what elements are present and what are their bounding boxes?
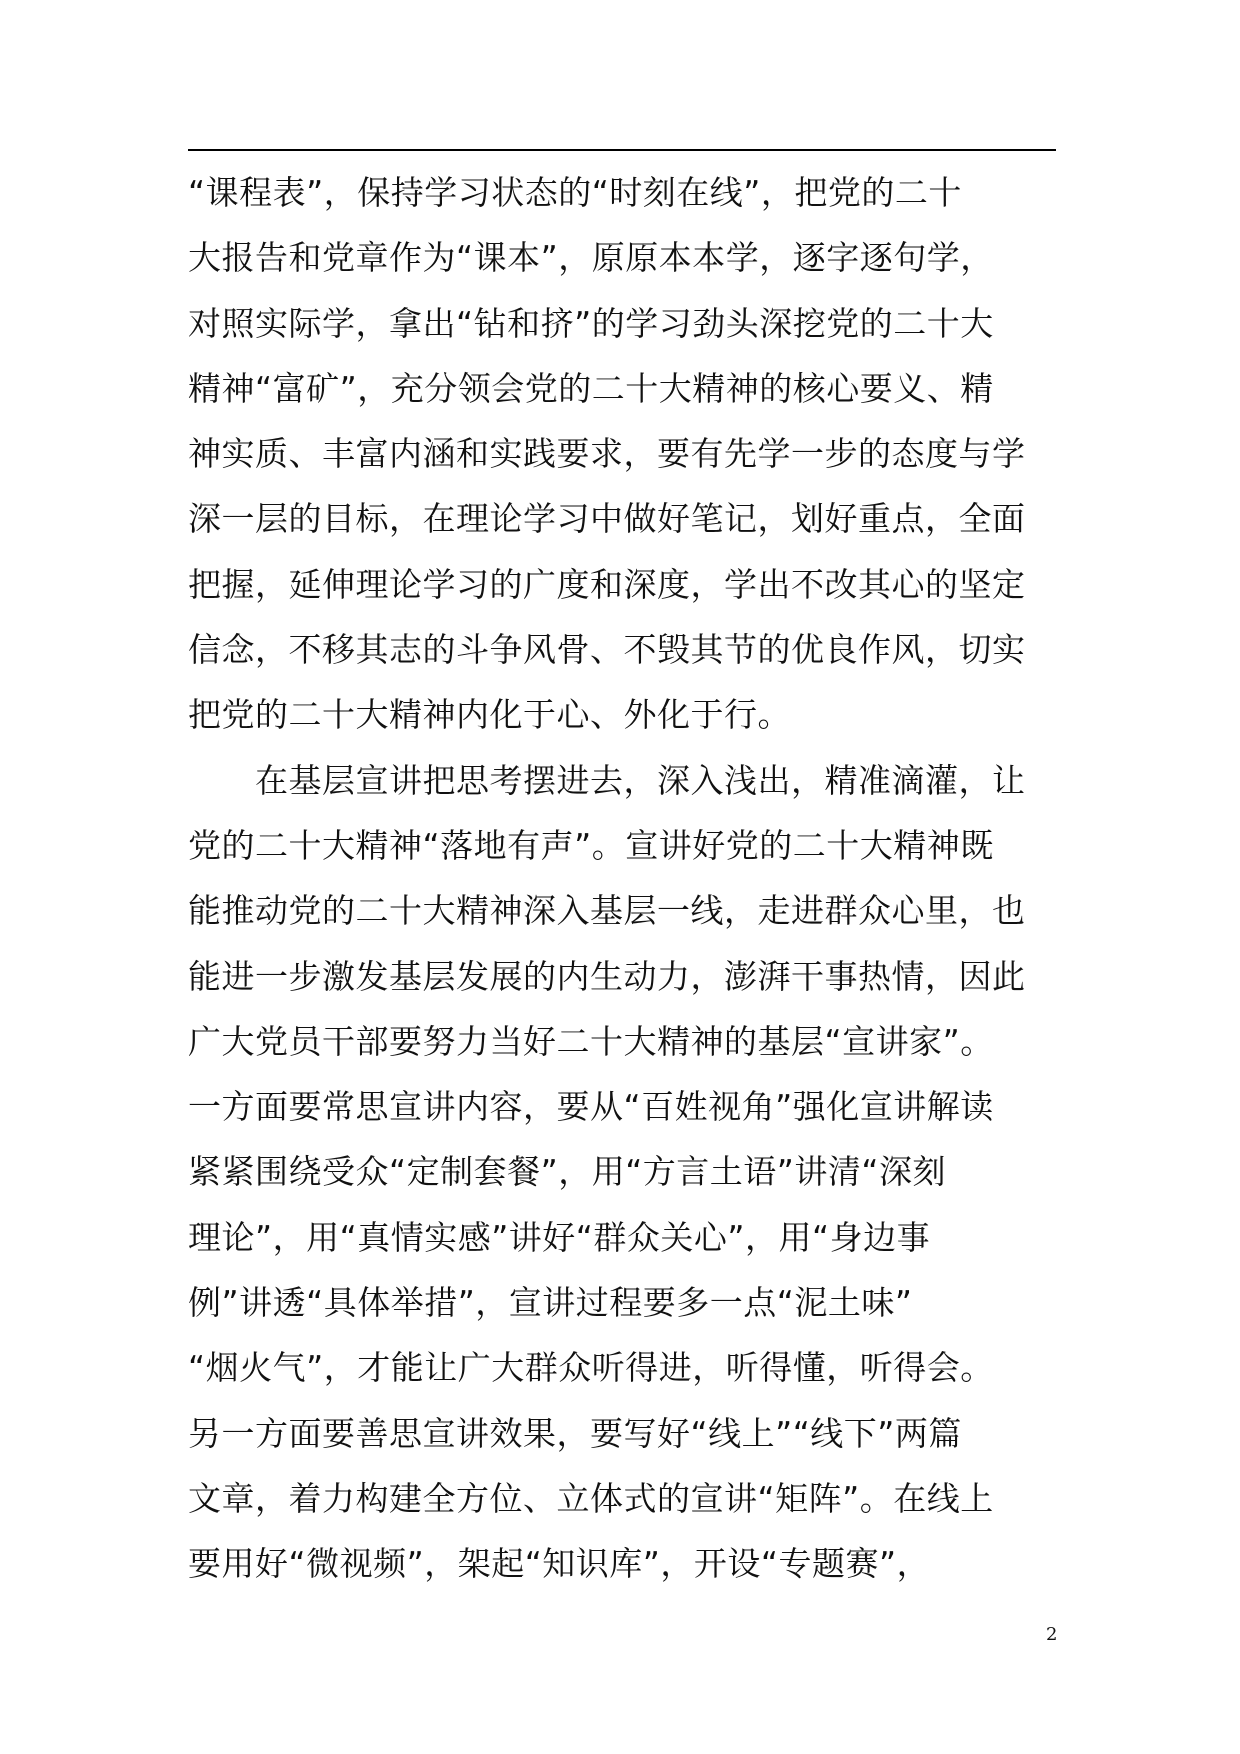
text-line: 把党的二十大精神内化于心、外化于行。	[188, 695, 791, 735]
text-line: “课程表”，保持学习状态的“时刻在线”，把党的二十	[188, 173, 962, 212]
text-line: 党的二十大精神“落地有声”。宣讲好党的二十大精神既	[188, 825, 994, 865]
text-line: 能进一步激发基层发展的内生动力，澎湃干事热情，因此	[188, 956, 1026, 996]
text-line: 要用好“微视频”，架起“知识库”，开设“专题赛”，	[188, 1544, 931, 1584]
text-line: 深一层的目标，在理论学习中做好笔记，划好重点，全面	[188, 499, 1026, 539]
text-line: 另一方面要善思宣讲效果，要写好“线上”“线下”两篇	[188, 1413, 962, 1453]
page-number: 2	[1046, 1624, 1058, 1645]
text-line: 理论”，用“真情实感”讲好“群众关心”，用“身边事	[188, 1217, 931, 1257]
text-line: “烟火气”，才能让广大群众听得进，听得懂，听得会。	[188, 1348, 994, 1388]
text-line: 例”讲透“具体举措”，宣讲过程要多一点“泥土味”	[188, 1283, 913, 1323]
text-line: 在基层宣讲把思考摆进去，深入浅出，精准滴灌，让	[188, 760, 1026, 800]
text-line: 神实质、丰富内涵和实践要求，要有先学一步的态度与学	[188, 434, 1026, 474]
text-line: 文章，着力构建全方位、立体式的宣讲“矩阵”。在线上	[188, 1478, 994, 1518]
text-line: 紧紧围绕受众“定制套餐”，用“方言土语”讲清“深刻	[188, 1152, 946, 1192]
header-rule	[188, 149, 1056, 151]
text-line: 一方面要常思宣讲内容，要从“百姓视角”强化宣讲解读	[188, 1087, 994, 1127]
text-line: 把握，延伸理论学习的广度和深度，学出不改其心的坚定	[188, 564, 1026, 604]
text-line: 信念，不移其志的斗争风骨、不毁其节的优良作风，切实	[188, 630, 1026, 670]
text-line: 广大党员干部要努力当好二十大精神的基层“宣讲家”。	[188, 1021, 994, 1061]
text-line: 精神“富矿”，充分领会党的二十大精神的核心要义、精	[188, 368, 994, 408]
text-line: 大报告和党章作为“课本”，原原本本学，逐字逐句学，	[188, 238, 994, 278]
document-body	[188, 160, 1068, 1597]
text-line: 能推动党的二十大精神深入基层一线，走进群众心里，也	[188, 891, 1026, 931]
text-line: 对照实际学，拿出“钻和挤”的学习劲头深挖党的二十大	[188, 303, 994, 343]
